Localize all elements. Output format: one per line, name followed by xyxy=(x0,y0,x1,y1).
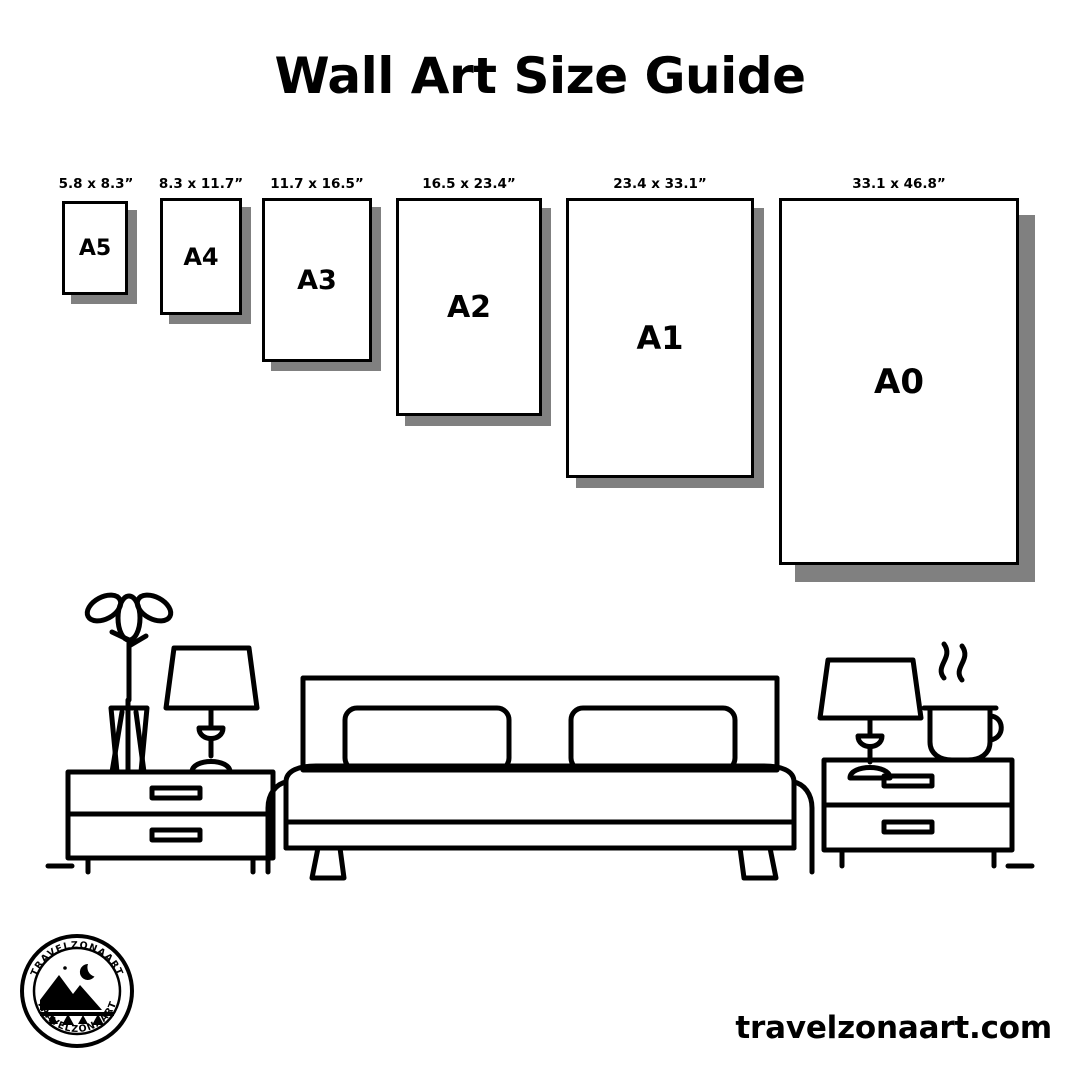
potted-plant xyxy=(83,590,175,772)
frame-caption-a2: 16.5 x 23.4” xyxy=(422,176,516,192)
frame-caption-a3: 11.7 x 16.5” xyxy=(270,176,364,192)
frame-label-a5: A5 xyxy=(78,235,112,261)
frame-box-a3[interactable] xyxy=(262,198,372,362)
site-url[interactable]: travelzonaart.com xyxy=(735,1010,1052,1046)
frame-caption-a5: 5.8 x 8.3” xyxy=(58,176,134,192)
frame-box-a4[interactable] xyxy=(160,198,242,315)
logo-text-bottom: TRAVELZONAART xyxy=(34,999,120,1036)
frame-label-a4: A4 xyxy=(183,242,219,271)
bedroom-illustration xyxy=(0,560,1080,920)
frame-label-a0: A0 xyxy=(874,361,924,402)
page-title: Wall Art Size Guide xyxy=(274,47,806,105)
left-table-lamp xyxy=(166,648,257,772)
frame-caption-a4: 8.3 x 11.7” xyxy=(158,176,244,192)
left-nightstand xyxy=(68,772,273,872)
frame-box-a2[interactable] xyxy=(396,198,542,416)
frame-label-a1: A1 xyxy=(636,319,684,357)
coffee-mug xyxy=(924,644,1001,760)
frame-box-a1[interactable] xyxy=(566,198,754,478)
frame-label-a3: A3 xyxy=(297,264,337,296)
logo-text-top: TRAVELZONAART xyxy=(28,939,126,978)
frame-caption-a0: 33.1 x 46.8” xyxy=(852,176,946,192)
frame-box-a5[interactable] xyxy=(62,201,128,295)
frame-box-a0[interactable] xyxy=(779,198,1019,565)
frame-caption-a1: 23.4 x 33.1” xyxy=(613,176,707,192)
frame-label-a2: A2 xyxy=(446,289,492,325)
brand-logo xyxy=(18,932,136,1050)
bed xyxy=(268,678,812,878)
